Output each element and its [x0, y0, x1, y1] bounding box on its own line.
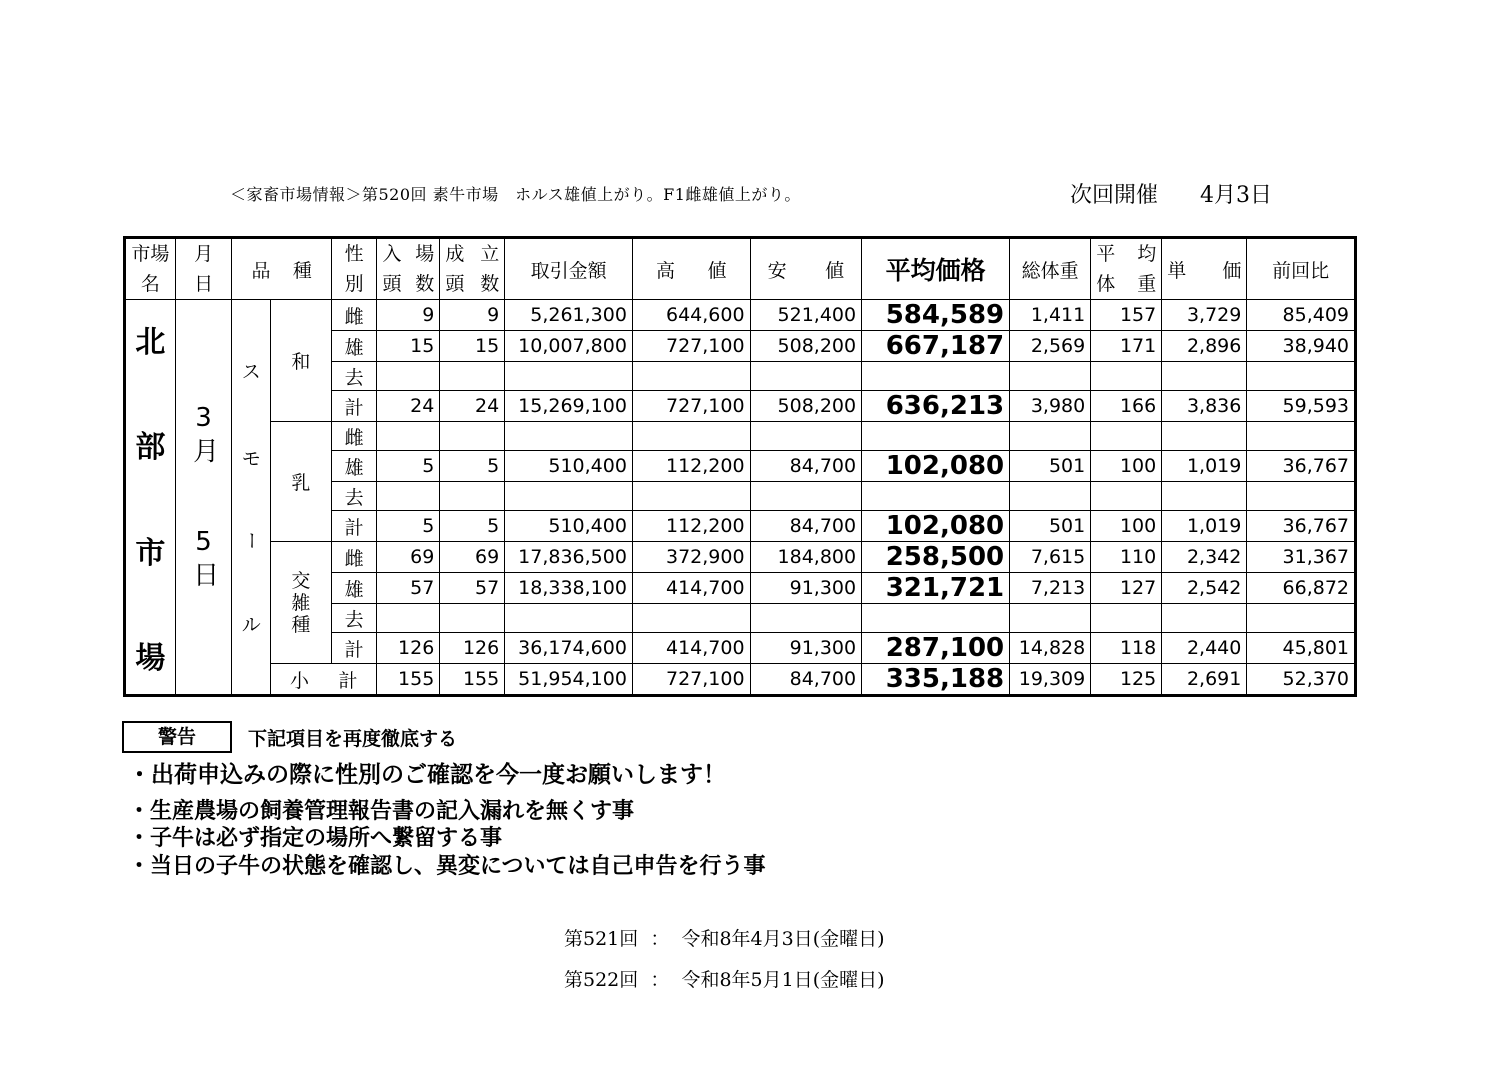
header-amount: 取引金額	[505, 238, 633, 300]
header-breed: 品 種	[232, 238, 331, 300]
header-high: 高 値	[632, 238, 750, 300]
low-price: 91,300	[750, 633, 862, 664]
low-price: 84,700	[750, 511, 862, 542]
warning-badge: 警告	[122, 721, 232, 753]
header-sex: 性 別	[331, 238, 377, 300]
unit-price: 2,691	[1162, 664, 1247, 696]
total-weight: 7,615	[1010, 542, 1091, 573]
market-results-table	[123, 236, 1357, 697]
header-sold: 成 立 頭 数	[440, 238, 505, 300]
sold-count: 57	[440, 573, 505, 604]
sold-count: 24	[440, 391, 505, 422]
total-weight: 501	[1010, 511, 1091, 542]
low-price	[750, 362, 862, 391]
average-weight: 171	[1091, 331, 1162, 362]
average-price: 287,100	[862, 633, 1010, 664]
market-day: 5日	[188, 527, 219, 591]
previous-diff: 36,767	[1247, 451, 1356, 482]
table-row	[125, 542, 1356, 573]
header-prev: 前回比	[1247, 238, 1356, 300]
total-weight: 3,980	[1010, 391, 1091, 422]
sex-cell: 雄	[331, 573, 377, 604]
market-name-cell	[125, 300, 176, 696]
breed-cross	[271, 542, 332, 664]
unit-price	[1162, 422, 1247, 451]
sex-cell: 雄	[331, 331, 377, 362]
average-price: 667,187	[862, 331, 1010, 362]
total-weight	[1010, 604, 1091, 633]
low-price: 508,200	[750, 391, 862, 422]
high-price: 727,100	[632, 664, 750, 696]
entry-count	[377, 482, 440, 511]
low-price: 521,400	[750, 300, 862, 331]
high-price: 414,700	[632, 633, 750, 664]
sex-cell: 計	[331, 633, 377, 664]
low-price: 84,700	[750, 664, 862, 696]
unit-price: 2,896	[1162, 331, 1247, 362]
header-avg-weight: 平 均 体 重	[1091, 238, 1162, 300]
previous-diff: 38,940	[1247, 331, 1356, 362]
average-price	[862, 604, 1010, 633]
previous-diff	[1247, 422, 1356, 451]
trade-amount: 10,007,800	[505, 331, 633, 362]
sold-count	[440, 604, 505, 633]
high-price	[632, 422, 750, 451]
sex-cell: 計	[331, 511, 377, 542]
high-price	[632, 362, 750, 391]
trade-amount: 5,261,300	[505, 300, 633, 331]
sold-count: 5	[440, 451, 505, 482]
average-weight	[1091, 604, 1162, 633]
breed-cross-char: 雑	[291, 591, 311, 614]
sex-cell: 計	[331, 391, 377, 422]
high-price: 644,600	[632, 300, 750, 331]
high-price	[632, 604, 750, 633]
average-price: 335,188	[862, 664, 1010, 696]
entry-count: 57	[377, 573, 440, 604]
trade-amount	[505, 422, 633, 451]
note-item: ・出荷申込みの際に性別のご確認を今一度お願いします！	[128, 762, 726, 788]
schedule-item: 第521回 ： 令和8年4月3日(金曜日)	[564, 928, 885, 950]
subtotal-label: 小 計	[271, 664, 377, 696]
unit-price	[1162, 362, 1247, 391]
header-date: 月 日	[175, 238, 232, 300]
sex-cell: 雌	[331, 542, 377, 573]
trade-amount: 51,954,100	[505, 664, 633, 696]
unit-price: 1,019	[1162, 511, 1247, 542]
category-char: ー	[239, 531, 262, 550]
unit-price: 1,019	[1162, 451, 1247, 482]
entry-count	[377, 362, 440, 391]
market-name-char: 場	[135, 640, 166, 676]
previous-diff	[1247, 604, 1356, 633]
average-price	[862, 482, 1010, 511]
previous-diff: 85,409	[1247, 300, 1356, 331]
trade-amount: 510,400	[505, 451, 633, 482]
low-price	[750, 422, 862, 451]
data-rows	[125, 300, 1356, 696]
unit-price: 2,542	[1162, 573, 1247, 604]
trade-amount: 17,836,500	[505, 542, 633, 573]
average-weight: 127	[1091, 573, 1162, 604]
sex-cell: 去	[331, 604, 377, 633]
header-row	[125, 238, 1356, 300]
header-total-weight: 総体重	[1010, 238, 1091, 300]
entry-count: 24	[377, 391, 440, 422]
average-weight: 110	[1091, 542, 1162, 573]
header-low: 安 値	[750, 238, 862, 300]
average-weight: 100	[1091, 511, 1162, 542]
average-price: 258,500	[862, 542, 1010, 573]
average-weight	[1091, 362, 1162, 391]
unit-price: 2,342	[1162, 542, 1247, 573]
low-price: 508,200	[750, 331, 862, 362]
total-weight: 7,213	[1010, 573, 1091, 604]
low-price: 84,700	[750, 451, 862, 482]
sex-cell: 雄	[331, 451, 377, 482]
breed-cross-char: 交	[291, 569, 311, 592]
category-char: モ	[241, 448, 261, 470]
table-row	[125, 422, 1356, 451]
low-price	[750, 604, 862, 633]
entry-count: 155	[377, 664, 440, 696]
market-name-char: 部	[135, 430, 166, 466]
sold-count	[440, 362, 505, 391]
low-price: 91,300	[750, 573, 862, 604]
category-char: ス	[241, 361, 261, 383]
high-price: 414,700	[632, 573, 750, 604]
average-price	[862, 422, 1010, 451]
previous-diff: 31,367	[1247, 542, 1356, 573]
average-price	[862, 362, 1010, 391]
entry-count: 5	[377, 511, 440, 542]
market-name-char: 北	[135, 325, 166, 360]
average-weight: 125	[1091, 664, 1162, 696]
market-name-char: 市	[135, 535, 166, 571]
entry-count	[377, 422, 440, 451]
trade-amount: 510,400	[505, 511, 633, 542]
average-weight: 166	[1091, 391, 1162, 422]
breed-cross-char: 種	[291, 613, 311, 636]
entry-count: 69	[377, 542, 440, 573]
high-price: 372,900	[632, 542, 750, 573]
total-weight	[1010, 362, 1091, 391]
next-session	[1070, 178, 1272, 209]
average-price: 584,589	[862, 300, 1010, 331]
sold-count: 5	[440, 511, 505, 542]
average-weight: 157	[1091, 300, 1162, 331]
trade-amount: 36,174,600	[505, 633, 633, 664]
unit-price: 3,729	[1162, 300, 1247, 331]
sold-count: 69	[440, 542, 505, 573]
trade-amount: 18,338,100	[505, 573, 633, 604]
unit-price	[1162, 482, 1247, 511]
sold-count: 126	[440, 633, 505, 664]
table-row	[125, 300, 1356, 331]
entry-count: 9	[377, 300, 440, 331]
header-avg: 平均価格	[862, 238, 1010, 300]
average-price: 102,080	[862, 451, 1010, 482]
breed-dairy: 乳	[271, 422, 332, 542]
schedule-item: 第522回 ： 令和8年5月1日(金曜日)	[564, 969, 885, 991]
total-weight: 2,569	[1010, 331, 1091, 362]
high-price: 112,200	[632, 511, 750, 542]
sex-cell: 雌	[331, 300, 377, 331]
sold-count	[440, 422, 505, 451]
low-price	[750, 482, 862, 511]
previous-diff: 45,801	[1247, 633, 1356, 664]
report-title: ＜家畜市場情報＞第520回 素牛市場 ホルス雄値上がり。F1雌雄値上がり。	[230, 185, 801, 204]
sex-cell: 去	[331, 482, 377, 511]
note-item: ・子牛は必ず指定の場所へ繋留する事	[128, 826, 503, 851]
entry-count: 15	[377, 331, 440, 362]
previous-diff: 52,370	[1247, 664, 1356, 696]
low-price: 184,800	[750, 542, 862, 573]
entry-count	[377, 604, 440, 633]
high-price: 727,100	[632, 331, 750, 362]
warning-text: 下記項目を再度徹底する	[248, 728, 458, 750]
average-weight	[1091, 482, 1162, 511]
previous-diff: 36,767	[1247, 511, 1356, 542]
total-weight: 1,411	[1010, 300, 1091, 331]
entry-count: 5	[377, 451, 440, 482]
high-price: 112,200	[632, 451, 750, 482]
sold-count	[440, 482, 505, 511]
total-weight: 19,309	[1010, 664, 1091, 696]
header-market: 市場 名	[125, 238, 176, 300]
total-weight	[1010, 482, 1091, 511]
average-price: 636,213	[862, 391, 1010, 422]
previous-diff: 66,872	[1247, 573, 1356, 604]
category-char: ル	[241, 614, 261, 636]
high-price	[632, 482, 750, 511]
header-unit-price: 単 価	[1162, 238, 1247, 300]
average-price: 102,080	[862, 511, 1010, 542]
unit-price: 2,440	[1162, 633, 1247, 664]
average-weight: 118	[1091, 633, 1162, 664]
sold-count: 9	[440, 300, 505, 331]
note-item: ・当日の子牛の状態を確認し、異変については自己申告を行う事	[128, 854, 766, 879]
total-weight	[1010, 422, 1091, 451]
sex-cell: 去	[331, 362, 377, 391]
note-item: ・生産農場の飼養管理報告書の記入漏れを無くす事	[128, 799, 635, 824]
sex-cell: 雌	[331, 422, 377, 451]
entry-count: 126	[377, 633, 440, 664]
unit-price	[1162, 604, 1247, 633]
next-session-date: 4月3日	[1200, 183, 1273, 208]
unit-price: 3,836	[1162, 391, 1247, 422]
sold-count: 155	[440, 664, 505, 696]
total-weight: 14,828	[1010, 633, 1091, 664]
previous-diff	[1247, 482, 1356, 511]
average-price: 321,721	[862, 573, 1010, 604]
trade-amount: 15,269,100	[505, 391, 633, 422]
previous-diff	[1247, 362, 1356, 391]
total-weight: 501	[1010, 451, 1091, 482]
breed-wagyu: 和	[271, 300, 332, 422]
trade-amount	[505, 482, 633, 511]
market-month: 3月	[188, 403, 219, 467]
high-price: 727,100	[632, 391, 750, 422]
average-weight: 100	[1091, 451, 1162, 482]
date-cell	[175, 300, 232, 696]
trade-amount	[505, 604, 633, 633]
trade-amount	[505, 362, 633, 391]
sold-count: 15	[440, 331, 505, 362]
header-entry: 入 場 頭 数	[377, 238, 440, 300]
previous-diff: 59,593	[1247, 391, 1356, 422]
average-weight	[1091, 422, 1162, 451]
next-session-label: 次回開催	[1070, 183, 1159, 208]
category-cell	[232, 300, 271, 696]
table-row	[125, 664, 1356, 696]
